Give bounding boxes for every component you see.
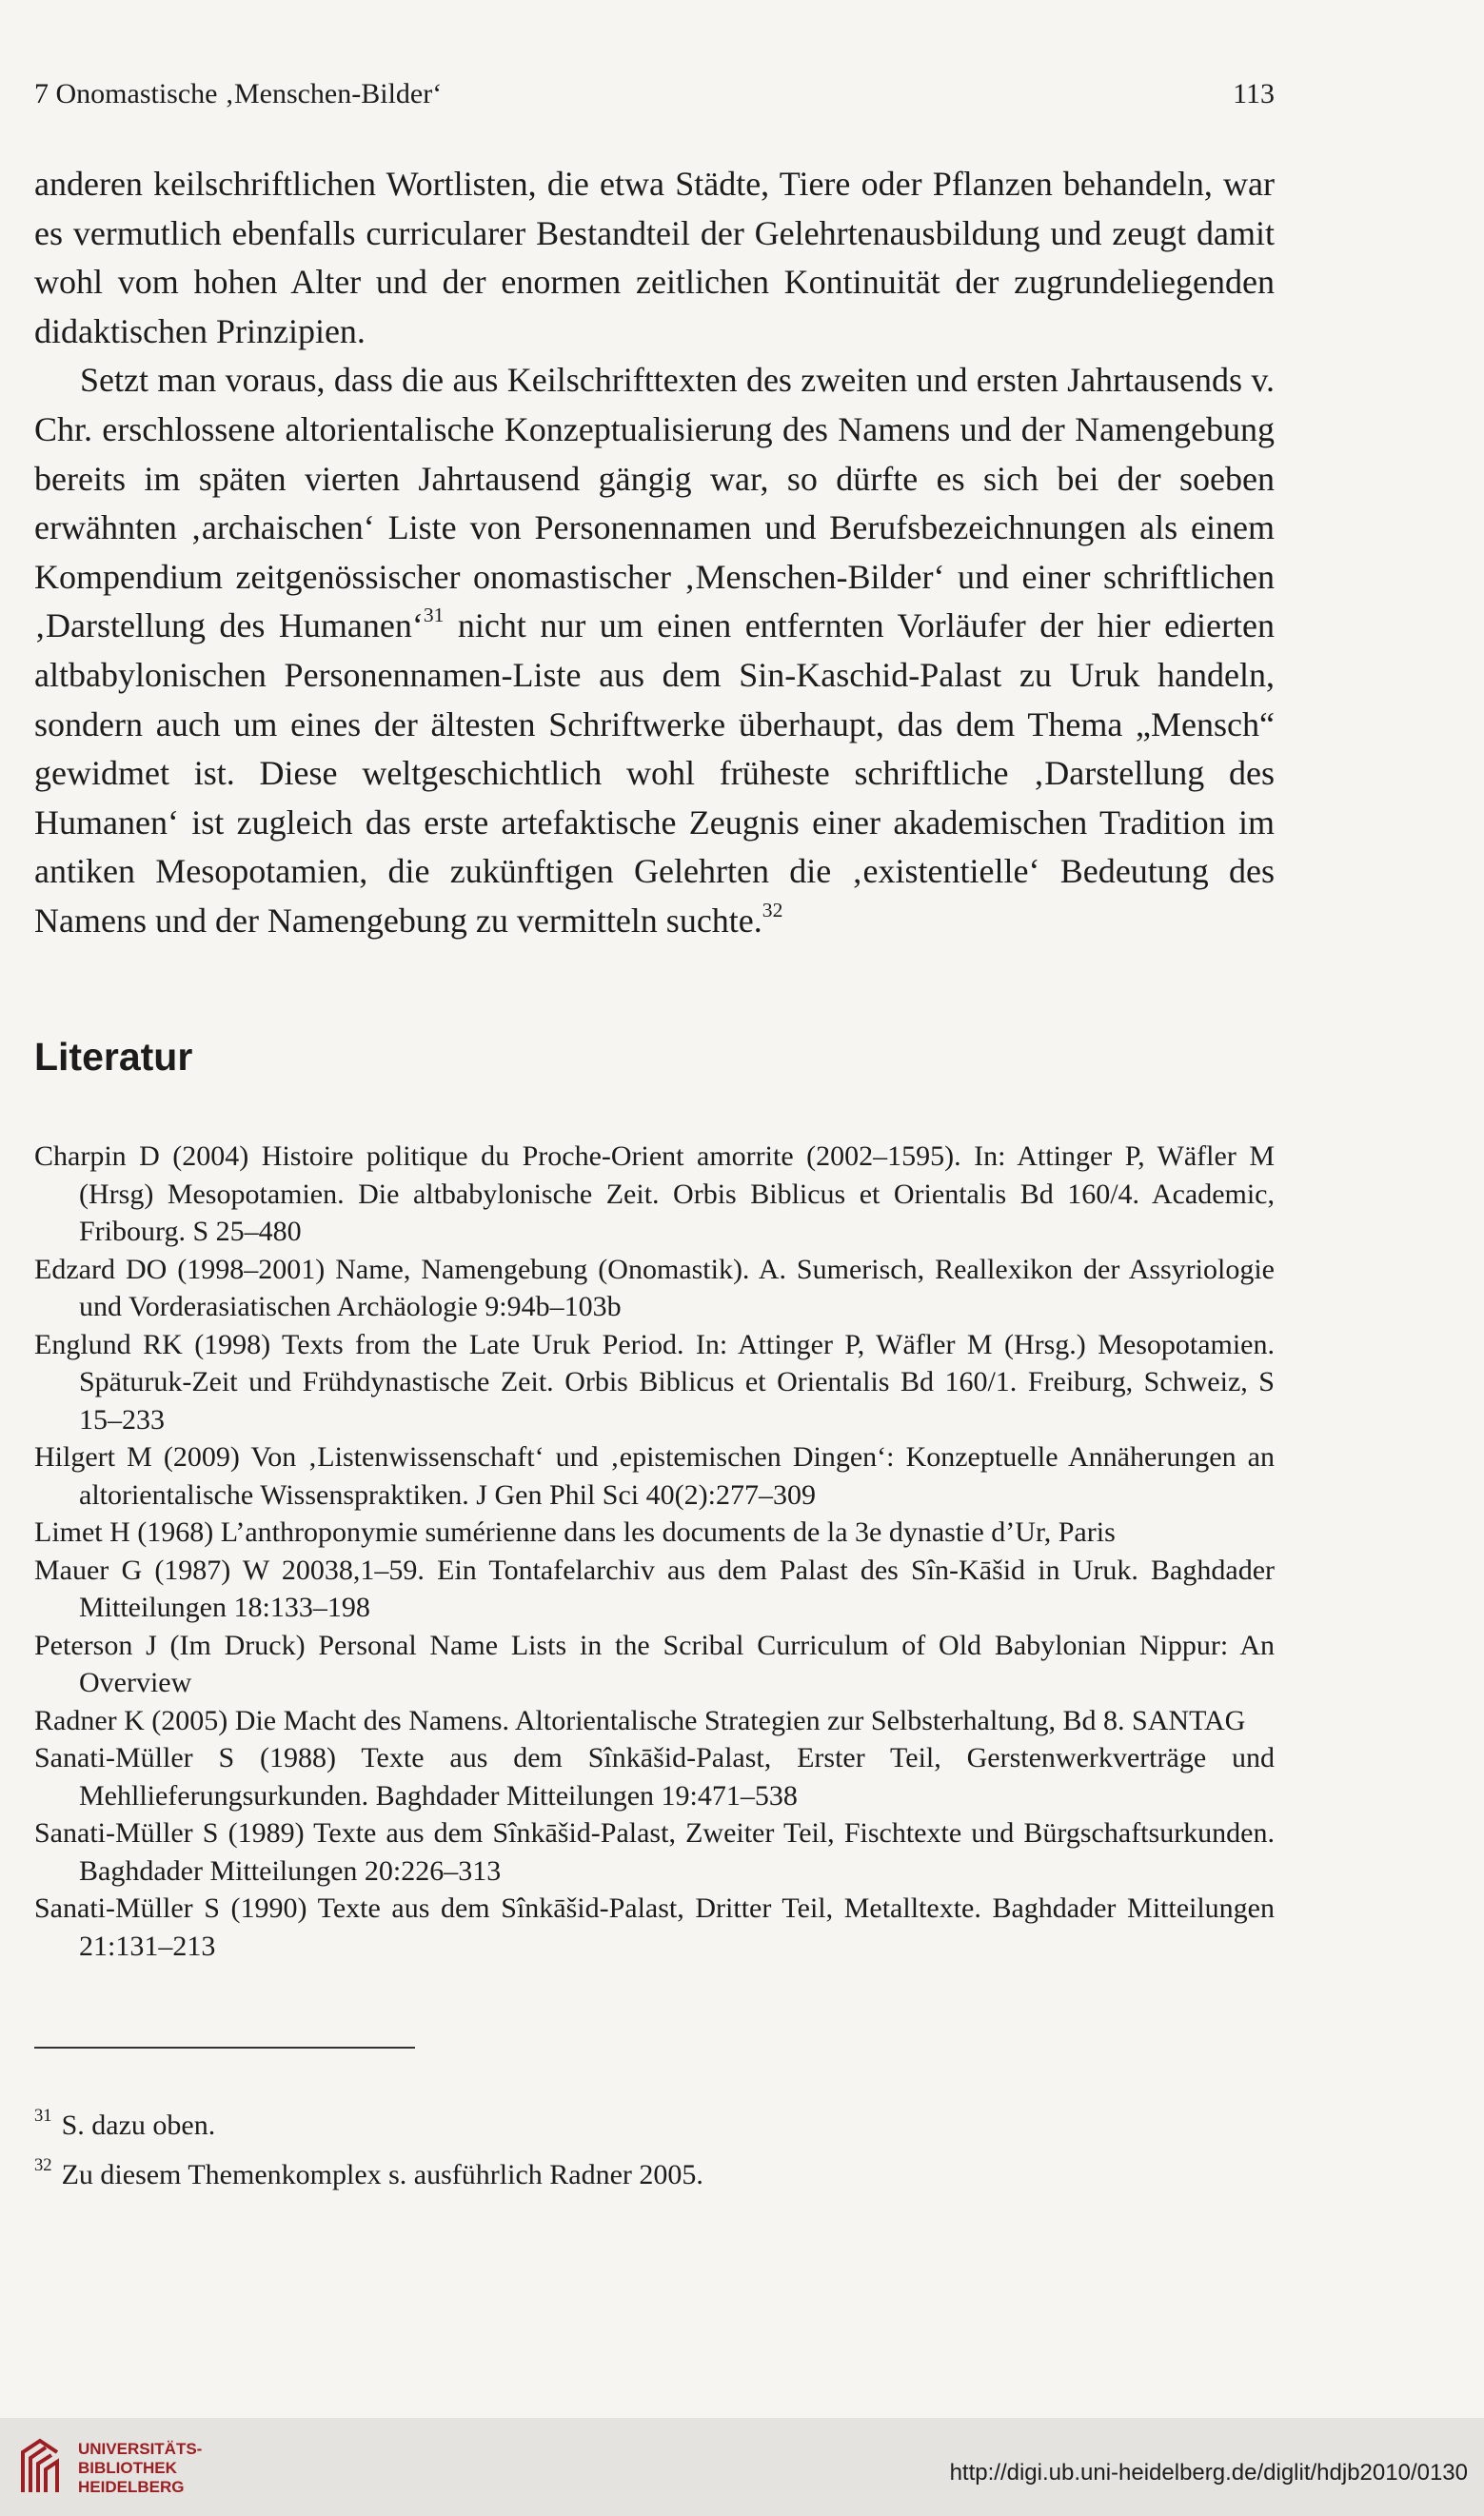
library-logo-icon xyxy=(13,2435,67,2501)
running-head xyxy=(34,78,1275,110)
body-text xyxy=(34,160,1275,946)
footnote xyxy=(34,2150,1177,2200)
logo-line: HEIDELBERG xyxy=(78,2477,185,2496)
footnote-number: 31 xyxy=(34,2106,52,2127)
footnote-text: S. dazu oben. xyxy=(61,2110,216,2141)
paragraph-text: Setzt man voraus, dass die aus Keilschrifttexten des zweiten und ersten Jahrtausends v. Chr. erschlossene altorientalische Konzeptualisierung des Namens und der Namengebung bereits im späten vierten Jahrtausend gängig war, so dürfte es sich bei der soeben erwähnten ‚archaischen‘ Liste von Personennamen und Berufsbezeichnungen als einem Kompendium zeitgenössischer onomastischer ‚Menschen-Bilder‘ und einer schriftlichen ‚Darstellung des Humanen‘ xyxy=(34,361,1275,645)
library-logo[interactable] xyxy=(13,2435,202,2501)
footnote-divider xyxy=(34,2047,415,2049)
footnote-text: Zu diesem Themenkomplex s. ausführlich Radner 2005. xyxy=(61,2159,703,2190)
digitization-footer xyxy=(0,2418,1484,2516)
reference-item: Sanati-Müller S (1990) Texte aus dem Sînkāšid-Palast, Dritter Teil, Metalltexte. Baghdader Mitteilungen 21:131–213 xyxy=(34,1892,1275,1962)
reference-item: Sanati-Müller S (1989) Texte aus dem Sînkāšid-Palast, Zweiter Teil, Fischtexte und Bürgschaftsurkunden. Baghdader Mitteilungen 20:226–313 xyxy=(34,1817,1275,1887)
logo-line: BIBLIOTHEK xyxy=(78,2458,177,2477)
reference-item: Limet H (1968) L’anthroponymie sumérienne dans les documents de la 3e dynastie d’Ur, Paris xyxy=(34,1516,1116,1548)
reference-item: Sanati-Müller S (1988) Texte aus dem Sînkāšid-Palast, Erster Teil, Gerstenwerkverträge und Mehllieferungsurkunden. Baghdader Mitteilungen 19:471–538 xyxy=(34,1742,1275,1812)
reference-item: Mauer G (1987) W 20038,1–59. Ein Tontafelarchiv aus dem Palast des Sîn-Kāšid in Uruk. Baghdader Mitteilungen 18:133–198 xyxy=(34,1554,1275,1623)
footnote-ref[interactable]: 31 xyxy=(423,604,445,627)
paragraph xyxy=(34,356,1275,945)
reference-item: Charpin D (2004) Histoire politique du Proche-Orient amorrite (2002–1595). In: Attinger P, Wäfler M (Hrsg) Mesopotamien. Die altbabylonische Zeit. Orbis Biblicus et Orientalis Bd 160/4. Academic, Fribourg. S 25–480 xyxy=(34,1140,1275,1247)
reference-item: Hilgert M (2009) Von ‚Listenwissenschaft‘ und ‚epistemischen Dingen‘: Konzeptuelle Annäherungen an altorientalische Wissenspraktiken. J Gen Phil Sci 40(2):277–309 xyxy=(34,1441,1275,1511)
footnote-ref[interactable]: 32 xyxy=(762,898,783,921)
permalink-url[interactable]: http://digi.ub.uni-heidelberg.de/diglit/hdjb2010/0130 xyxy=(949,2460,1468,2486)
footnote-list xyxy=(34,2101,1177,2200)
chapter-title: 7 Onomastische ‚Menschen-Bilder‘ xyxy=(34,78,443,109)
reference-item: Peterson J (Im Druck) Personal Name Lists in the Scribal Curriculum of Old Babylonian Nippur: An Overview xyxy=(34,1629,1275,1698)
library-logo-text xyxy=(78,2440,202,2497)
reference-item: Englund RK (1998) Texts from the Late Uruk Period. In: Attinger P, Wäfler M (Hrsg.) Mesopotamien. Späturuk-Zeit und Frühdynastische Zeit. Orbis Biblicus et Orientalis Bd 160/1. Freiburg, Schweiz, S 15–233 xyxy=(34,1328,1275,1436)
paragraph-text: nicht nur um einen entfernten Vorläufer der hier edierten altbabylonischen Personennamen-Liste aus dem Sin-Kaschid-Palast zu Uruk handeln, sondern auch um eines der ältesten Schriftwerke überhaupt, das dem Thema „Mensch“ gewidmet ist. Diese weltgeschichtlich wohl früheste schriftliche ‚Darstellung des Humanen‘ ist zugleich das erste artefaktische Zeugnis einer akademischen Tradition im antiken Mesopotamien, die zukünftigen Gelehrten die ‚existentielle‘ Bedeutung des Namens und der Namengebung zu vermitteln suchte. xyxy=(34,606,1275,940)
reference-item: Radner K (2005) Die Macht des Namens. Altorientalische Strategien zur Selbsterhaltung, Bd 8. SANTAG xyxy=(34,1704,1246,1736)
reference-list xyxy=(34,1138,1275,1965)
section-heading: Literatur xyxy=(34,1035,193,1079)
page-number: 113 xyxy=(1233,78,1275,109)
logo-line: UNIVERSITÄTS- xyxy=(78,2439,203,2458)
footnote xyxy=(34,2101,1177,2150)
reference-item: Edzard DO (1998–2001) Name, Namengebung (Onomastik). A. Sumerisch, Reallexikon der Assyriologie und Vorderasiatischen Archäologie 9:94b–103b xyxy=(34,1253,1275,1322)
paragraph: anderen keilschriftlichen Wortlisten, die etwa Städte, Tiere oder Pflanzen behandeln, war es vermutlich ebenfalls curricularer Bestandteil der Gelehrtenausbildung und zeugt damit wohl vom hohen Alter und der enormen zeitlichen Kontinuität der zugrundeliegenden didaktischen Prinzipien. xyxy=(34,165,1275,350)
footnote-number: 32 xyxy=(34,2155,52,2176)
